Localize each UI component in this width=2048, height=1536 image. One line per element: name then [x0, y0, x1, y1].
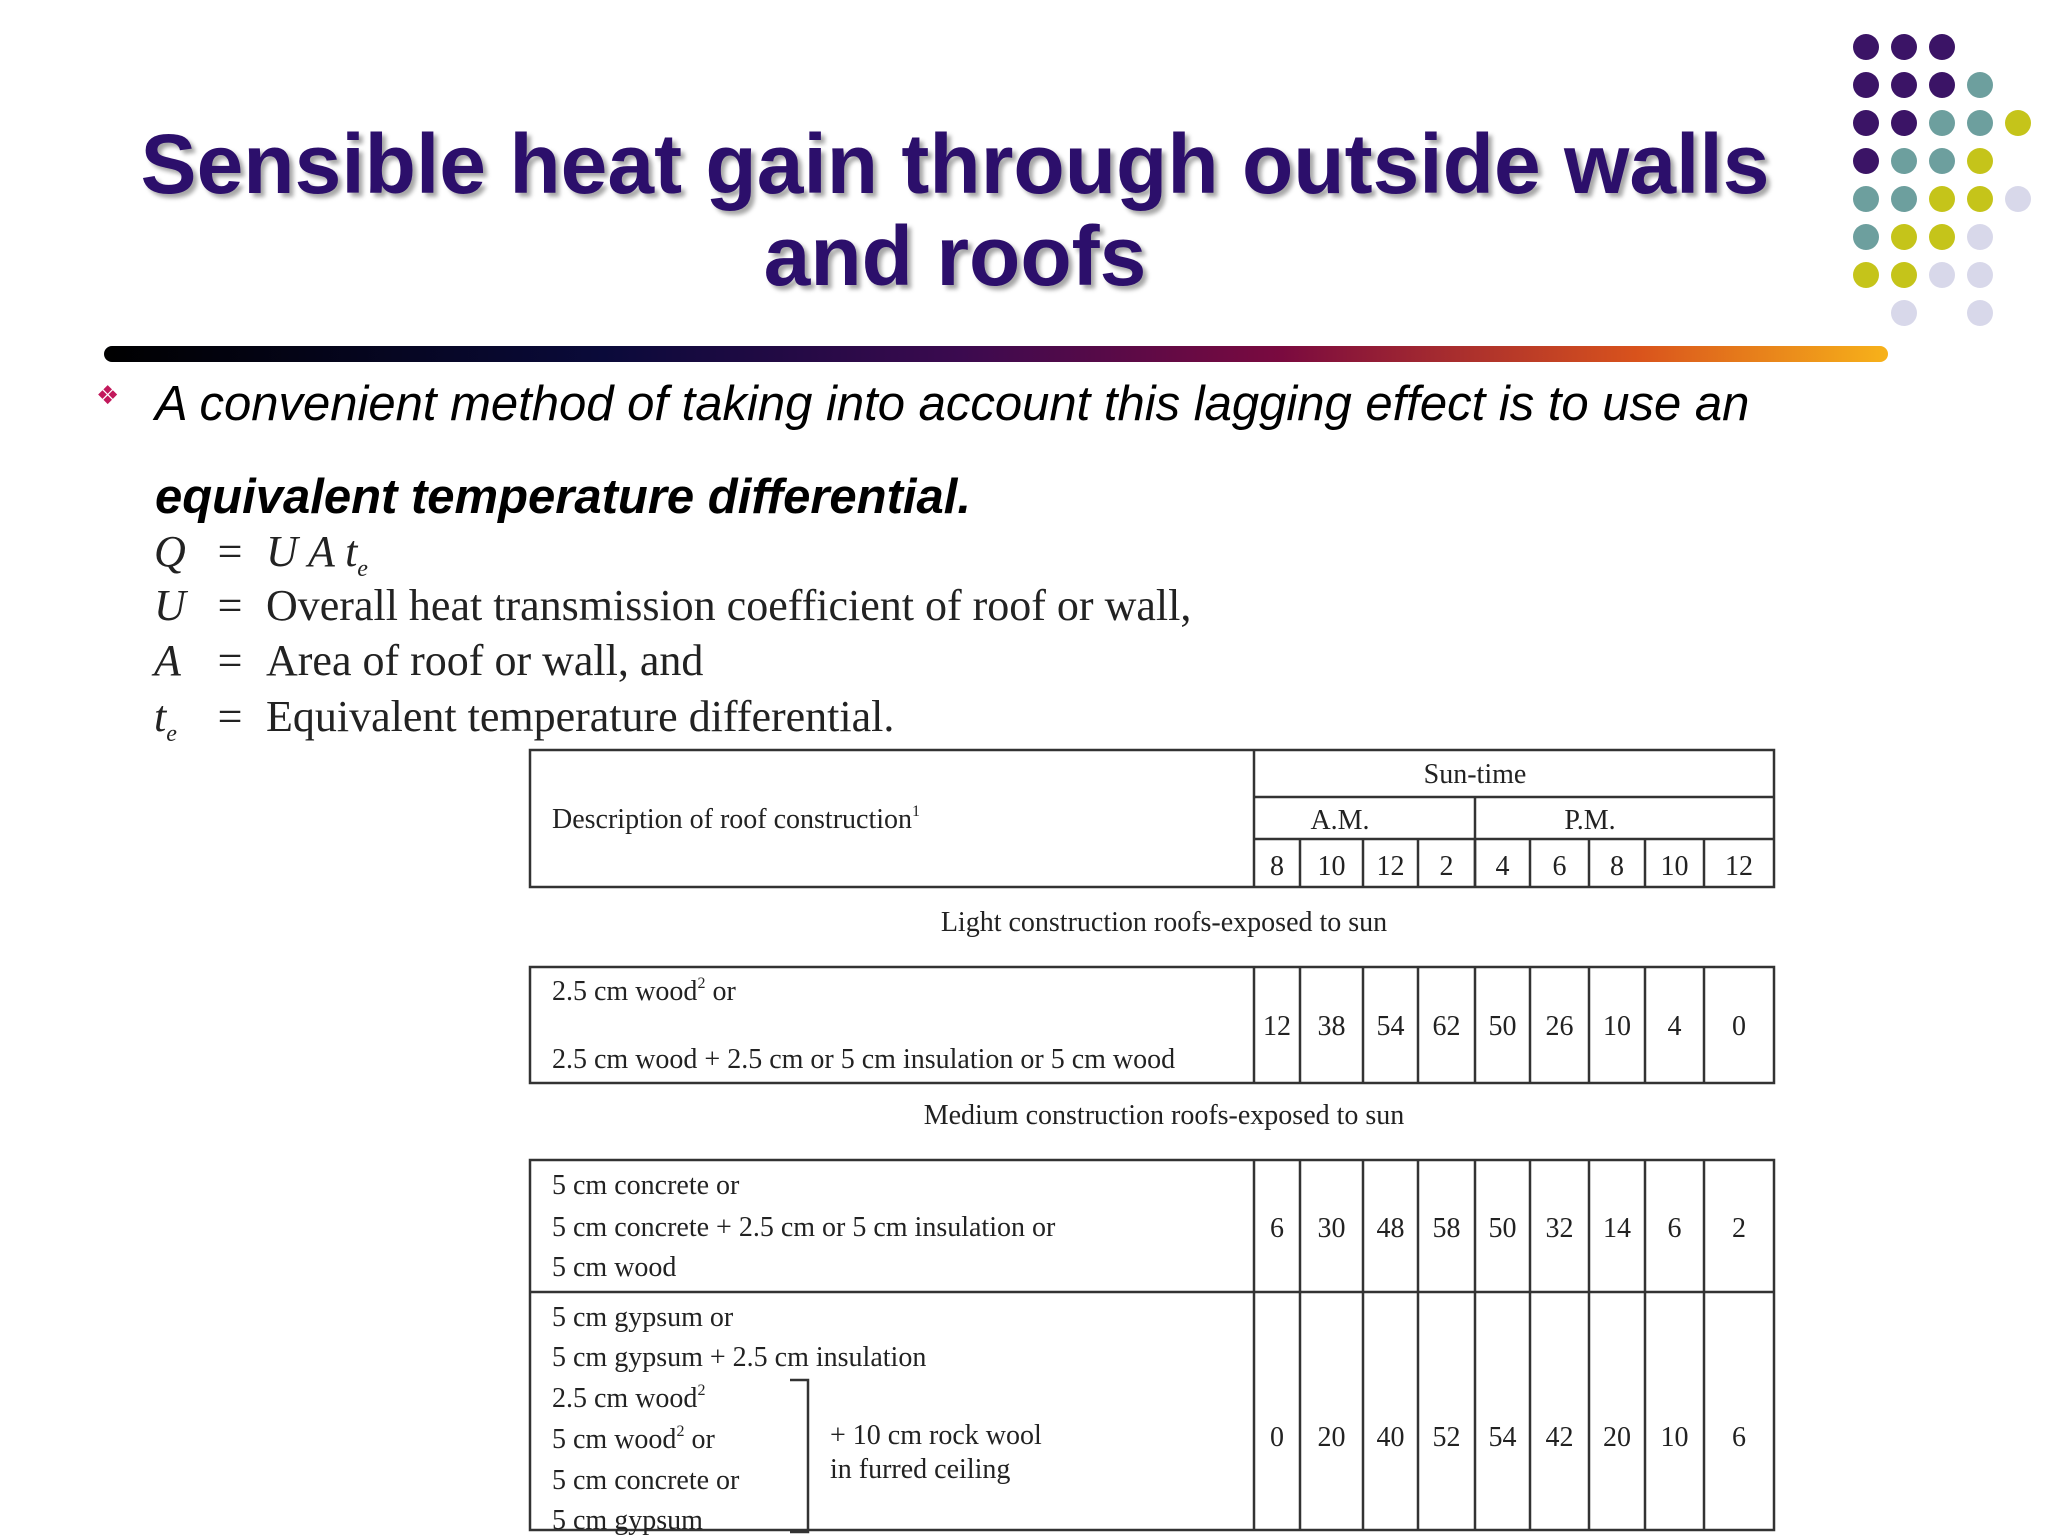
- row-value: 10: [1660, 1422, 1689, 1453]
- row-value: 14: [1603, 1213, 1631, 1244]
- footnote-marker: 2: [676, 1423, 685, 1440]
- row-value: 0: [1270, 1422, 1284, 1453]
- row-description-line: 5 cm concrete + 2.5 cm or 5 cm insulation or: [552, 1212, 1056, 1243]
- hour-label: 2: [1439, 851, 1454, 882]
- row-description-line: 5 cm concrete or: [552, 1170, 740, 1201]
- row-value: 20: [1603, 1422, 1631, 1453]
- pm-header: P.M.: [1564, 805, 1616, 836]
- slide-title-line-1: Sensible heat gain through outside walls: [140, 117, 1770, 211]
- slide-title-line-2: and roofs: [763, 209, 1147, 303]
- row-value: 10: [1603, 1011, 1631, 1042]
- row-value: 54: [1376, 1011, 1405, 1042]
- hour-label: 4: [1495, 851, 1510, 882]
- row-description-line: 2.5 cm wood$^2$: [552, 1382, 706, 1414]
- equation-rhs: Equivalent temperature differential.: [266, 692, 895, 741]
- row-value: 20: [1317, 1422, 1346, 1453]
- row-value: 40: [1376, 1422, 1405, 1453]
- row-value: 50: [1488, 1011, 1517, 1042]
- equation-equals: =: [217, 636, 243, 685]
- bracket-note-line: in furred ceiling: [830, 1454, 1011, 1485]
- row-description-line: 2.5 cm wood$^2$ or: [552, 975, 736, 1007]
- row-value: 12: [1263, 1011, 1291, 1042]
- bullet-diamond-icon: ❖: [96, 381, 120, 411]
- row-value: 4: [1667, 1011, 1682, 1042]
- description-header: Description of roof construction$^1$: [552, 803, 921, 835]
- am-header: A.M.: [1310, 805, 1370, 836]
- row-value: 54: [1488, 1422, 1517, 1453]
- row-value: 50: [1488, 1213, 1517, 1244]
- footnote-marker: 2: [697, 1382, 706, 1399]
- equation-equals: =: [217, 692, 243, 741]
- hour-label: 12: [1725, 851, 1753, 882]
- row-value: 6: [1270, 1213, 1284, 1244]
- row-value: 32: [1545, 1213, 1574, 1244]
- equation-equals: =: [217, 581, 243, 630]
- row-value: 6: [1732, 1422, 1746, 1453]
- bracket: [790, 1380, 808, 1532]
- row-description-line: 5 cm wood: [552, 1252, 677, 1283]
- row-value: 38: [1317, 1011, 1346, 1042]
- row-description-line: 5 cm gypsum + 2.5 cm insulation: [552, 1342, 927, 1373]
- footnote-marker: 2: [697, 975, 706, 992]
- row-value: 62: [1432, 1011, 1461, 1042]
- footnote-marker: 1: [912, 803, 921, 820]
- hour-label: 8: [1270, 851, 1284, 882]
- equation-symbol: U: [154, 581, 186, 630]
- row-value: 6: [1667, 1213, 1682, 1244]
- equation-symbol: A: [154, 636, 181, 685]
- row-description-line: 2.5 cm wood + 2.5 cm or 5 cm insulation or 5 cm wood: [552, 1044, 1176, 1075]
- hour-label: 12: [1376, 851, 1405, 882]
- row-value: 42: [1545, 1422, 1574, 1453]
- equation-rhs: Area of roof or wall, and: [266, 636, 704, 685]
- row-description-line: 5 cm concrete or: [552, 1465, 740, 1496]
- row-value: 0: [1732, 1011, 1746, 1042]
- equation-rhs: U A $t_e$: [266, 527, 368, 582]
- section-label-light: Light construction roofs-exposed to sun: [940, 907, 1388, 938]
- equation-symbol: $t_e$: [154, 692, 177, 747]
- equation-rhs: Overall heat transmission coefficient of roof or wall,: [266, 581, 1192, 630]
- row-value: 30: [1317, 1213, 1346, 1244]
- hour-label: 10: [1317, 851, 1346, 882]
- suntime-header: Sun-time: [1423, 759, 1527, 790]
- row-value: 52: [1432, 1422, 1461, 1453]
- bullet-bold-text: equivalent temperature differential.: [155, 470, 971, 524]
- section-label-medium: Medium construction roofs-exposed to sun: [923, 1100, 1405, 1131]
- row-description-line: 5 cm gypsum: [552, 1505, 703, 1536]
- row-value: 2: [1732, 1213, 1746, 1244]
- row-value: 58: [1432, 1213, 1461, 1244]
- equation-symbol: Q: [154, 527, 186, 576]
- equation-equals: =: [217, 527, 243, 576]
- row-description-tail: or: [684, 1424, 715, 1455]
- row-description-line: 5 cm wood$^2$ or: [552, 1423, 715, 1455]
- bullet-text: A convenient method of taking into account this lagging effect is to use an: [155, 377, 1750, 431]
- hour-label: 8: [1610, 851, 1624, 882]
- bracket-note-line: + 10 cm rock wool: [830, 1420, 1042, 1451]
- row-description-line: 5 cm gypsum or: [552, 1302, 734, 1333]
- row-description-tail: or: [705, 976, 736, 1007]
- hour-label: 6: [1552, 851, 1567, 882]
- row-value: 26: [1545, 1011, 1574, 1042]
- row-value: 48: [1376, 1213, 1405, 1244]
- hour-label: 10: [1660, 851, 1689, 882]
